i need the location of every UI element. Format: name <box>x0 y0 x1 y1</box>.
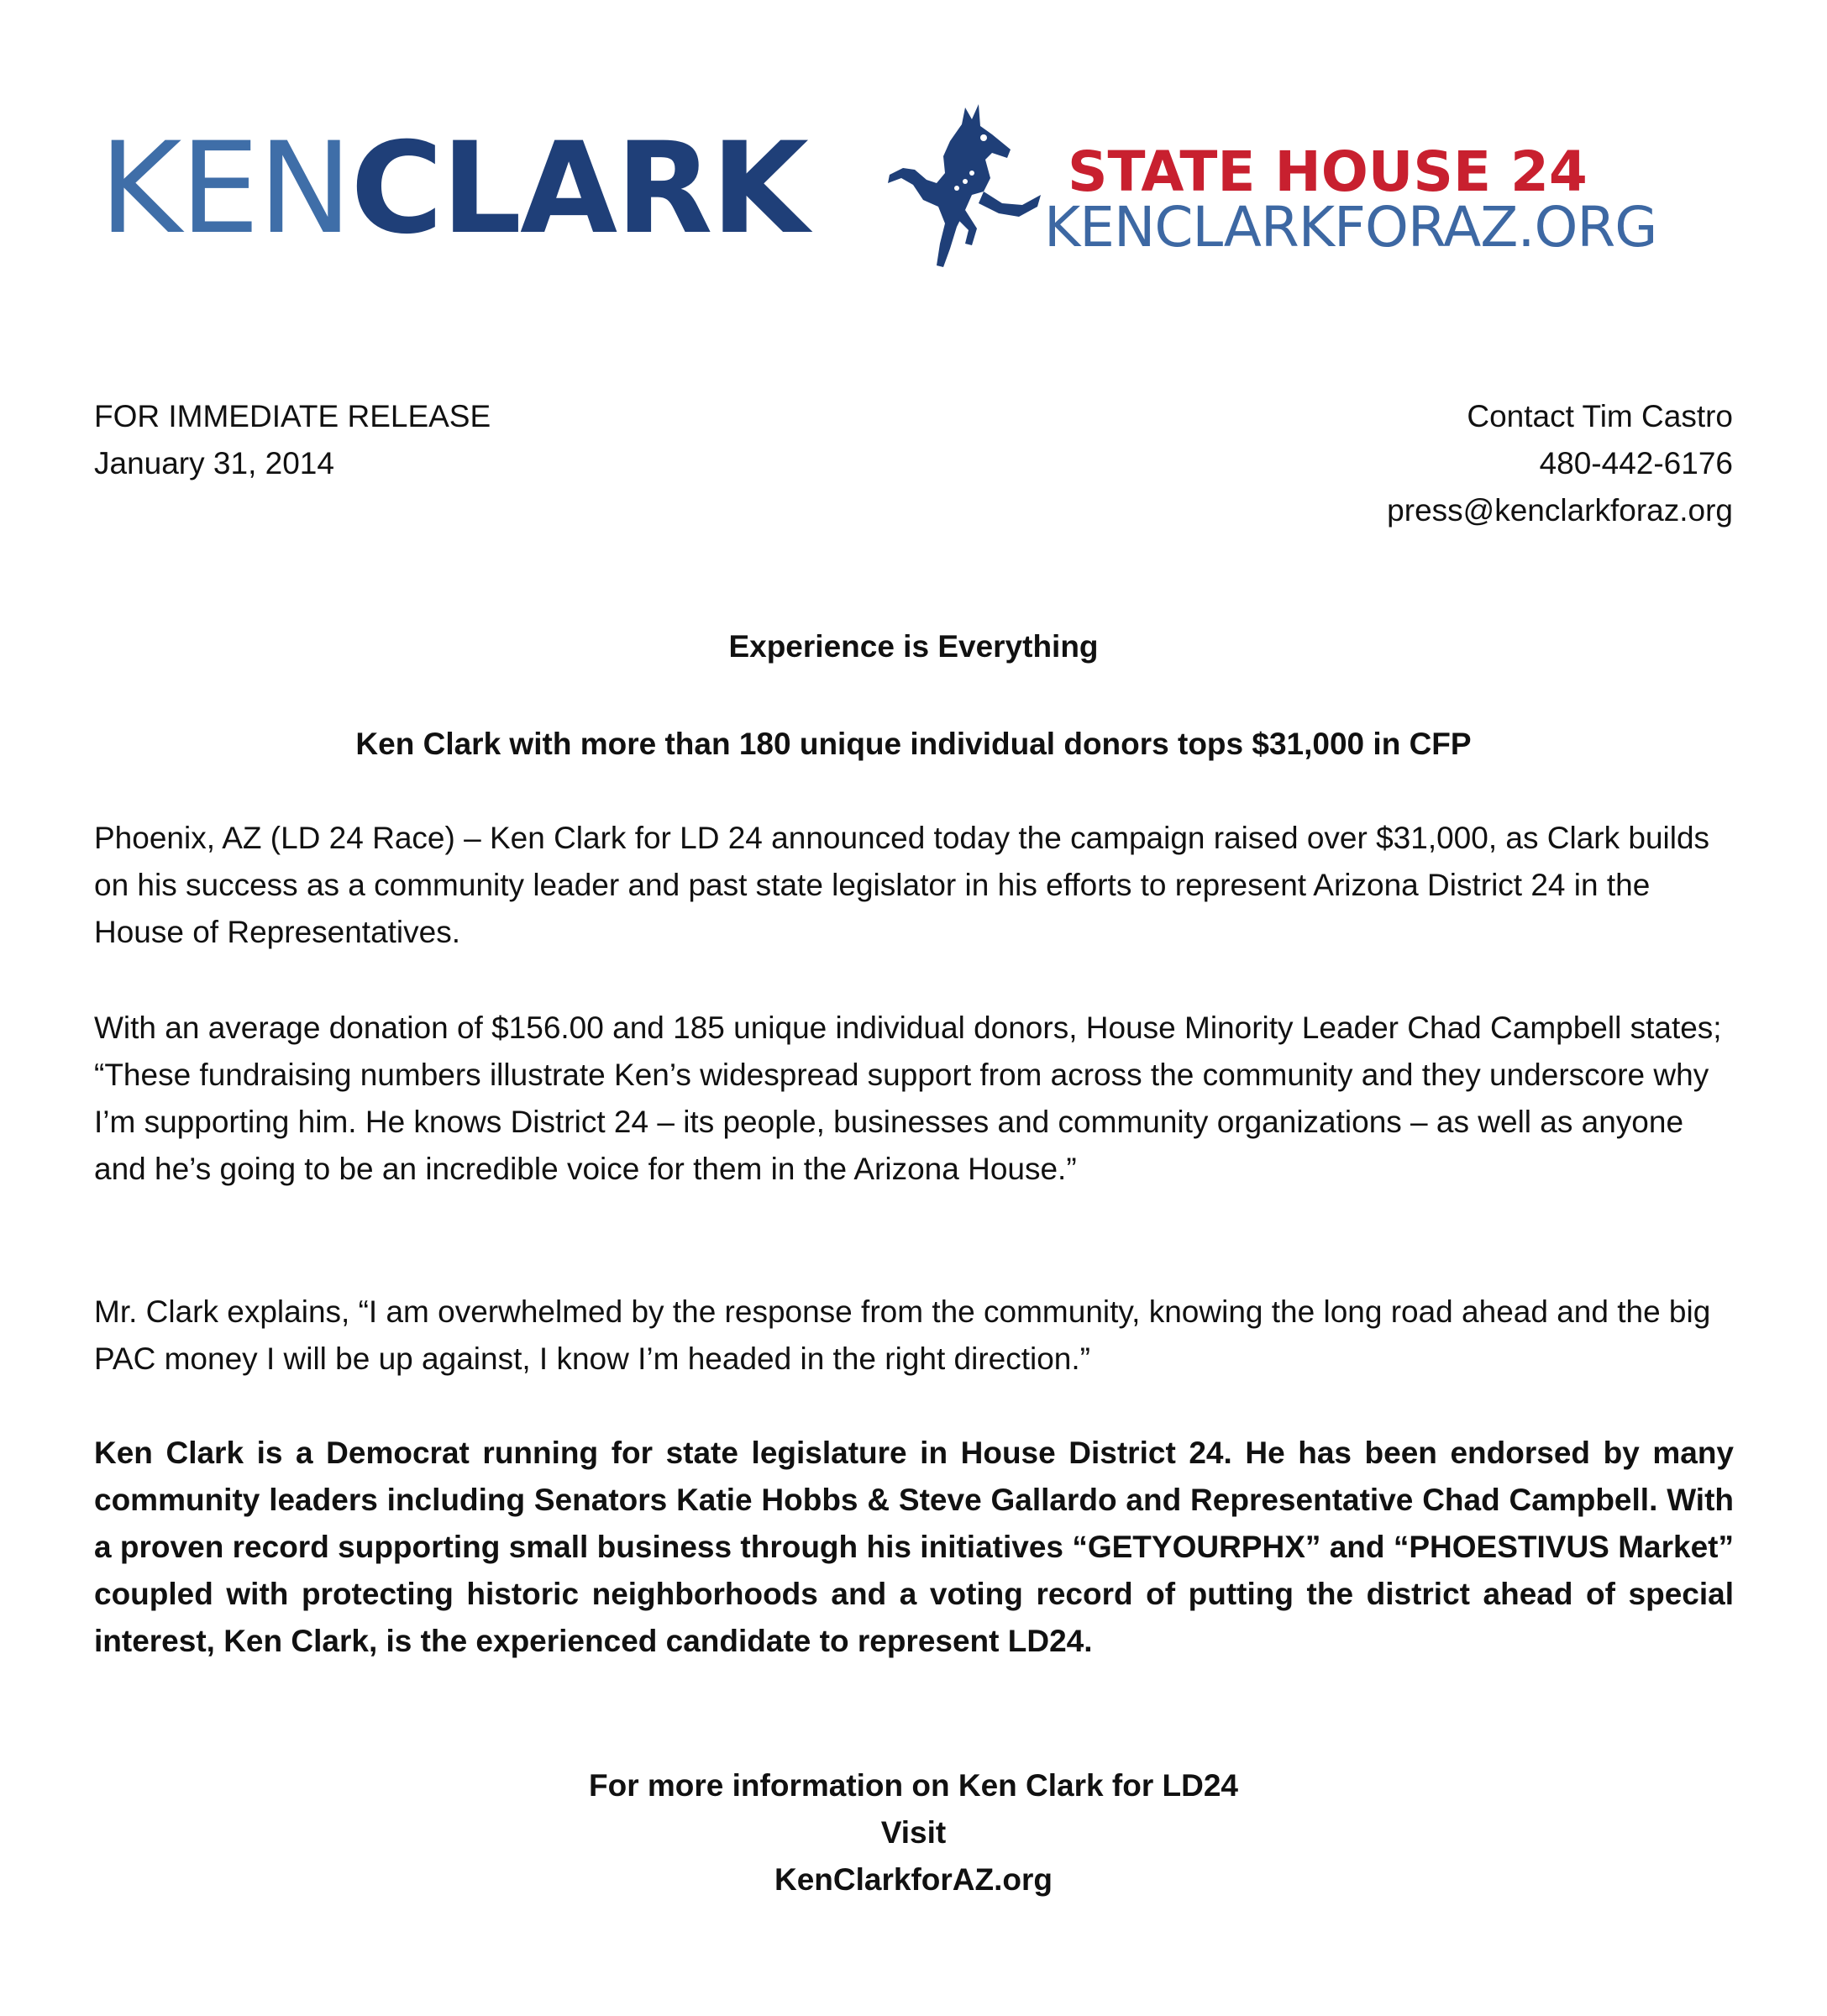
contact-name: Contact Tim Castro <box>1467 399 1733 433</box>
footer-info <box>0 1762 1827 1903</box>
campaign-website: KENCLARKFORAZ.ORG <box>1044 195 1657 260</box>
release-date: January 31, 2014 <box>94 446 334 480</box>
office-title: STATE HOUSE 24 <box>1068 139 1588 204</box>
name-last: CLARK <box>350 116 807 262</box>
footer-website: KenClarkforAZ.org <box>774 1862 1053 1897</box>
contact-info <box>1387 393 1733 534</box>
footer-visit: Visit <box>880 1815 947 1850</box>
release-subtitle: Ken Clark with more than 180 unique individual donors tops $31,000 in CFP <box>355 727 1472 761</box>
paragraph-candidate-bio: Ken Clark is a Democrat running for state legislature in House District 24. He has been endorsed by many community leaders including Senators Katie Hobbs & Steve Gallardo and Representative Chad Campbell. With a proven record supporting small business through his initiatives “GETYOURPHX” and “PHOESTIVUS Market” coupled with protecting historic neighborhoods and a voting record of putting the district ahead of special interest, Ken Clark, is the experienced candidate to represent LD24. <box>94 1436 1734 1658</box>
name-first: KEN <box>99 116 351 262</box>
logo-text-right <box>1044 139 1657 260</box>
contact-phone: 480-442-6176 <box>1539 446 1733 480</box>
footer-more-info: For more information on Ken Clark for LD24 <box>589 1768 1238 1803</box>
contact-email: press@kenclarkforaz.org <box>1387 493 1733 528</box>
release-label: FOR IMMEDIATE RELEASE <box>94 399 491 433</box>
paragraph-announcement: Phoenix, AZ (LD 24 Race) – Ken Clark for LD 24 announced today the campaign raised over $31,000, as Clark builds on his success as a community leader and past state legislator in his efforts to represent Arizona District 24 in the House of Representatives. <box>94 821 1710 949</box>
donkey-icon <box>885 101 1044 269</box>
release-info <box>94 393 491 487</box>
campaign-logo-header <box>99 101 1657 269</box>
paragraph-candidate-quote: Mr. Clark explains, “I am overwhelmed by the response from the community, knowing the long road ahead and the big PAC money I will be up against, I know I’m headed in the right direction.” <box>94 1294 1711 1376</box>
candidate-name-logo <box>99 116 807 262</box>
release-title: Experience is Everything <box>728 629 1099 664</box>
paragraph-endorsement-quote: With an average donation of $156.00 and 185 unique individual donors, House Minority Leader Chad Campbell states; “These fundraising numbers illustrate Ken’s widespread support from across the community and they underscore why I’m supporting him. He knows District 24 – its people, businesses and community organizations – as well as anyone and he’s going to be an incredible voice for them in the Arizona House.” <box>94 1011 1722 1186</box>
